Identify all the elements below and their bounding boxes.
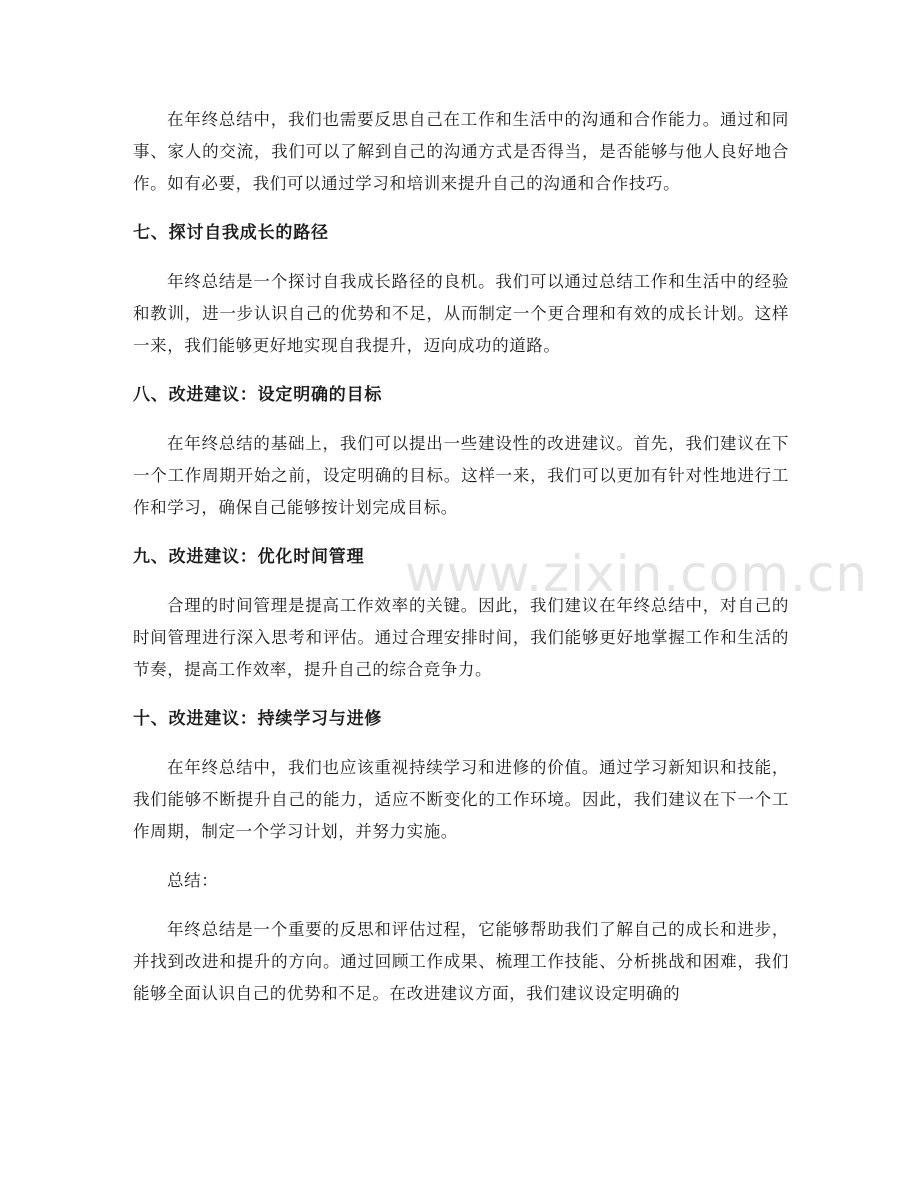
summary-label: 总结：	[167, 871, 219, 890]
paragraph-continuous-learning: 在年终总结中，我们也应该重视持续学习和进修的价值。通过学习新知识和技能，我们能够不断提升自己的能力，适应不断变化的工作环境。因此，我们建议在下一个工作周期，制定一个学习计划，并努力实施。	[133, 758, 789, 841]
document-body	[133, 104, 789, 1010]
watermark-text: www.zixin.com.cn	[405, 545, 869, 603]
section-heading-8: 八、改进建议：设定明确的目标	[133, 385, 383, 405]
paragraph-time-management: 合理的时间管理是提高工作效率的关键。因此，我们建议在年终总结中，对自己的时间管理进行深入思考和评估。通过合理安排时间，我们能够更好地掌握工作和生活的节奏，提高工作效率，提升自己的综合竞争力。	[133, 596, 789, 679]
section-heading-7: 七、探讨自我成长的路径	[133, 223, 329, 243]
paragraph-self-growth: 年终总结是一个探讨自我成长路径的良机。我们可以通过总结工作和生活中的经验和教训，进一步认识自己的优势和不足，从而制定一个更合理和有效的成长计划。这样一来，我们能够更好地实现自我提升，迈向成功的道路。	[133, 272, 789, 355]
paragraph-summary: 年终总结是一个重要的反思和评估过程，它能够帮助我们了解自己的成长和进步，并找到改进和提升的方向。通过回顾工作成果、梳理工作技能、分析挑战和困难，我们能够全面认识自己的优势和不足。在改进建议方面，我们建议设定明确的	[133, 920, 789, 1003]
paragraph-goals: 在年终总结的基础上，我们可以提出一些建设性的改进建议。首先，我们建议在下一个工作周期开始之前，设定明确的目标。这样一来，我们可以更加有针对性地进行工作和学习，确保自己能够按计划完成目标。	[133, 434, 789, 517]
section-heading-10: 十、改进建议：持续学习与进修	[133, 709, 383, 729]
section-heading-9: 九、改进建议：优化时间管理	[133, 547, 365, 567]
paragraph-communication: 在年终总结中，我们也需要反思自己在工作和生活中的沟通和合作能力。通过和同事、家人的交流，我们可以了解到自己的沟通方式是否得当，是否能够与他人良好地合作。如有必要，我们可以通过学习和培训来提升自己的沟通和合作技巧。	[133, 110, 789, 193]
